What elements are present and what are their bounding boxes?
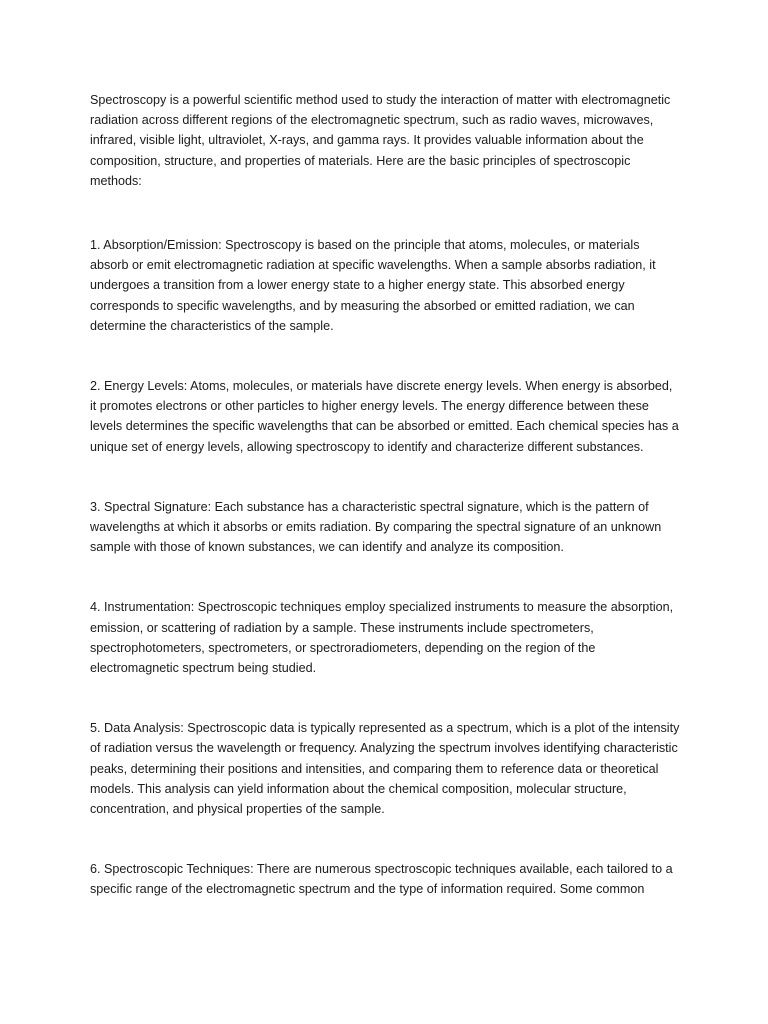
paragraph-energy-levels: 2. Energy Levels: Atoms, molecules, or materials have discrete energy levels. When energy is absorbed, it promotes electrons or other particles to higher energy levels. The energy difference between these levels determines the specific wavelengths that can be absorbed or emitted. Each chemical species has a unique set of energy levels, allowing spectroscopy to identify and characterize different substances. (90, 379, 679, 454)
paragraph-data-analysis: 5. Data Analysis: Spectroscopic data is typically represented as a spectrum, which is a plot of the intensity of radiation versus the wavelength or frequency. Analyzing the spectrum involves identifying characteristic peaks, determining their positions and intensities, and comparing them to reference data or theoretical models. This analysis can yield information about the chemical composition, molecular structure, concentration, and physical properties of the sample. (90, 721, 680, 817)
paragraph-absorption-emission: 1. Absorption/Emission: Spectroscopy is based on the principle that atoms, molecules, or materials absorb or emit electromagnetic radiation at specific wavelengths. When a sample absorbs radiation, it undergoes a transition from a lower energy state to a higher energy state. This absorbed energy corresponds to specific wavelengths, and by measuring the absorbed or emitted radiation, we can determine the characteristics of the sample. (90, 238, 656, 333)
paragraph-instrumentation: 4. Instrumentation: Spectroscopic techniques employ specialized instruments to measure the absorption, emission, or scattering of radiation by a sample. These instruments include spectrometers, spectrophotometers, spectrometers, or spectroradiometers, depending on the region of the electromagnetic spectrum being studied. (90, 600, 674, 676)
paragraph-spectral-signature: 3. Spectral Signature: Each substance has a characteristic spectral signature, which is the pattern of wavelengths at which it absorbs or emits radiation. By comparing the spectral signature of an unknown sample with those of known substances, we can identify and analyze its composition. (90, 499, 662, 555)
document-body (90, 90, 680, 940)
paragraph-spectroscopic-techniques: 6. Spectroscopic Techniques: There are numerous spectroscopic techniques available, each tailored to a specific range of the electromagnetic spectrum and the type of information required. Some common (90, 862, 673, 897)
intro-paragraph: Spectroscopy is a powerful scientific method used to study the interaction of matter with electromagnetic radiation across different regions of the electromagnetic spectrum, such as radio waves, microwaves, infrared, visible light, ultraviolet, X-rays, and gamma rays. It provides valuable information about the composition, structure, and properties of materials. Here are the basic principles of spectroscopic methods: (90, 93, 671, 188)
